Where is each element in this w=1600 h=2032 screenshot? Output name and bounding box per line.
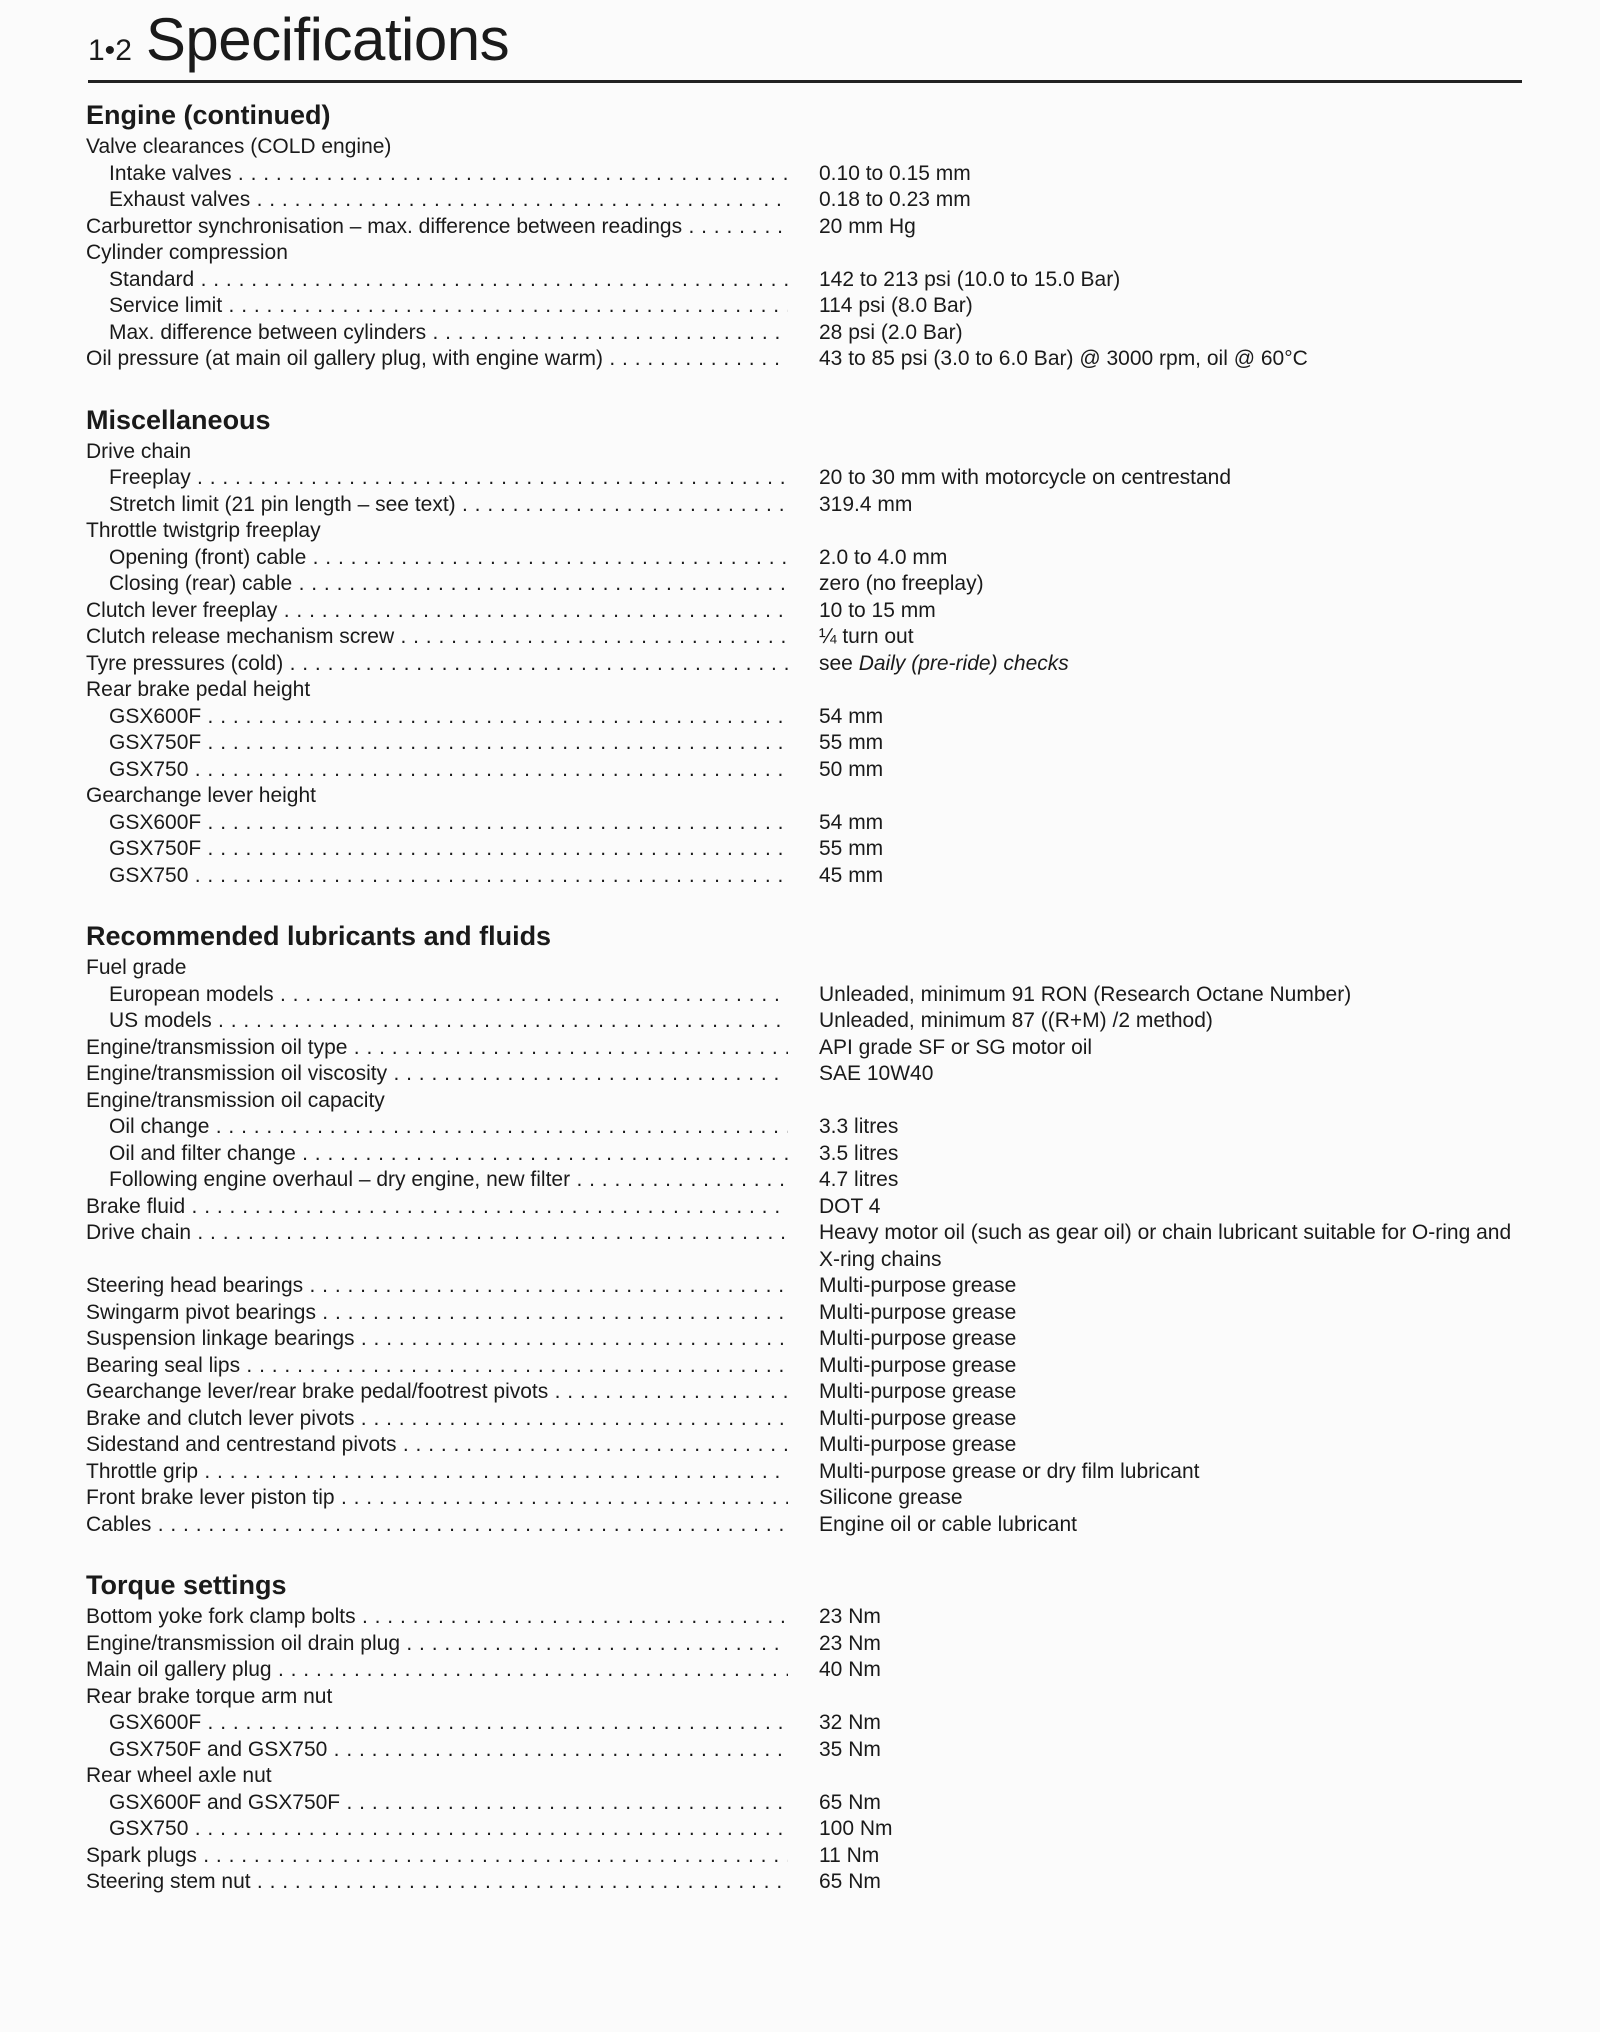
spec-value-text: Multi-purpose grease — [819, 1300, 1017, 1324]
spec-row — [86, 1326, 1526, 1353]
spec-label: Stretch limit (21 pin length – see text) . . . — [109, 492, 788, 519]
spec-value — [819, 161, 1529, 188]
spec-value-text: 11 Nm — [819, 1843, 880, 1867]
spec-row — [86, 1432, 1526, 1459]
spec-value — [819, 982, 1529, 1009]
spec-value-text: ¼ turn out — [819, 625, 914, 648]
spec-value-text: zero (no freeplay) — [819, 572, 984, 595]
spec-row — [86, 624, 1526, 651]
spec-row — [86, 1353, 1526, 1380]
spec-row — [86, 465, 1526, 492]
spec-value — [819, 1008, 1529, 1035]
spec-value-text: Multi-purpose grease — [819, 1406, 1017, 1430]
spec-row — [86, 1737, 1526, 1764]
spec-value — [819, 1167, 1529, 1194]
spec-value — [819, 1326, 1529, 1353]
spec-value — [819, 492, 1529, 519]
spec-label: GSX750F and GSX750 . . . — [109, 1737, 788, 1764]
spec-value-text: Engine oil or cable lubricant — [819, 1512, 1077, 1536]
spec-label: Suspension linkage bearings . . . — [86, 1326, 788, 1353]
spec-row — [86, 1604, 1526, 1631]
spec-value — [819, 1141, 1529, 1168]
spec-label: Engine/transmission oil type . . . — [86, 1035, 788, 1062]
spec-label: Throttle twistgrip freeplay — [86, 519, 321, 542]
spec-value — [819, 704, 1529, 731]
spec-label: GSX750 . . . — [109, 757, 788, 784]
spec-value-text: 20 mm Hg — [819, 214, 916, 238]
spec-value-text: 55 mm — [819, 731, 884, 754]
page-header — [88, 6, 1522, 83]
spec-row — [86, 1273, 1526, 1300]
spec-label: Oil change . . . — [109, 1114, 788, 1141]
spec-label: Engine/transmission oil viscosity . . . — [86, 1061, 788, 1088]
spec-row — [86, 1061, 1526, 1088]
spec-value-text: 65 Nm — [819, 1790, 881, 1814]
spec-value-text: 50 mm — [819, 757, 884, 781]
section-title: Engine (continued) — [86, 100, 331, 130]
spec-value — [819, 836, 1529, 863]
spec-label: Rear brake pedal height — [86, 678, 311, 701]
spec-value — [819, 267, 1529, 294]
spec-label: Closing (rear) cable . . . — [109, 571, 788, 598]
spec-value-text: Multi-purpose grease — [819, 1274, 1017, 1297]
spec-label: Spark plugs . . . — [86, 1843, 788, 1870]
spec-row — [86, 1194, 1526, 1221]
spec-value-text: 2.0 to 4.0 mm — [819, 545, 948, 569]
spec-group-heading — [86, 240, 1526, 267]
spec-value — [819, 624, 1529, 651]
spec-value-text: 54 mm — [819, 704, 884, 728]
section-miscellaneous — [86, 401, 1526, 890]
spec-label: European models . . . — [109, 982, 788, 1009]
spec-value — [819, 651, 1529, 678]
spec-value-text: Multi-purpose grease — [819, 1380, 1017, 1403]
spec-label: Carburettor synchronisation – max. difference between readings . . . — [86, 214, 788, 241]
spec-label: Engine/transmission oil drain plug . . . — [86, 1631, 788, 1658]
spec-value — [819, 1194, 1529, 1221]
spec-label: GSX600F . . . — [109, 1710, 788, 1737]
spec-value-text: 23 Nm — [819, 1605, 881, 1628]
spec-label: Fuel grade — [86, 956, 187, 979]
spec-value-text: 20 to 30 mm with motorcycle on centrestand — [819, 466, 1232, 489]
spec-value — [819, 1869, 1529, 1896]
spec-value — [819, 863, 1529, 890]
spec-label: Max. difference between cylinders . . . — [109, 320, 788, 347]
spec-value — [819, 1379, 1529, 1406]
spec-value — [819, 545, 1529, 572]
spec-label: Clutch release mechanism screw . . . — [86, 624, 788, 651]
spec-row — [86, 1512, 1526, 1539]
spec-label: Service limit . . . — [109, 293, 788, 320]
section-title: Miscellaneous — [86, 404, 271, 435]
spec-label: Following engine overhaul – dry engine, new filter . . . — [109, 1167, 788, 1194]
spec-row — [86, 1631, 1526, 1658]
spec-value-text: 319.4 mm — [819, 492, 913, 516]
spec-value-text: Multi-purpose grease or dry film lubricant — [819, 1459, 1200, 1483]
spec-value — [819, 1604, 1529, 1631]
spec-content — [86, 96, 1526, 1924]
spec-value-text: DOT 4 — [819, 1194, 881, 1218]
spec-label: Steering stem nut . . . — [86, 1869, 788, 1896]
spec-label: GSX750F . . . — [109, 836, 788, 863]
spec-row — [86, 730, 1526, 757]
spec-label: Front brake lever piston tip . . . — [86, 1485, 788, 1512]
spec-label: Brake fluid . . . — [86, 1194, 788, 1221]
spec-value — [819, 1485, 1529, 1512]
spec-value-text: 54 mm — [819, 810, 884, 834]
spec-group-heading — [86, 439, 1526, 466]
section-title: Torque settings — [86, 1570, 287, 1600]
spec-label: Cylinder compression — [86, 241, 288, 264]
spec-row — [86, 1379, 1526, 1406]
spec-value-text: 0.18 to 0.23 mm — [819, 188, 971, 211]
spec-value-text: 40 Nm — [819, 1658, 881, 1681]
spec-label: Oil and filter change . . . — [109, 1141, 788, 1168]
spec-value — [819, 293, 1529, 320]
spec-label: Gearchange lever/rear brake pedal/footrest pivots . . . — [86, 1379, 788, 1406]
section-recommended-lubricants-and-fluids — [86, 917, 1526, 1538]
spec-value-text: API grade SF or SG motor oil — [819, 1035, 1093, 1059]
spec-value — [819, 757, 1529, 784]
spec-value — [819, 1657, 1529, 1684]
spec-row — [86, 545, 1526, 572]
spec-label: GSX600F and GSX750F . . . — [109, 1790, 788, 1817]
spec-row — [86, 704, 1526, 731]
spec-label: Drive chain . . . — [86, 1220, 788, 1247]
spec-row — [86, 1816, 1526, 1843]
spec-value-text: 114 psi (8.0 Bar) — [819, 294, 973, 317]
spec-value — [819, 346, 1529, 373]
spec-row — [86, 1459, 1526, 1486]
spec-value — [819, 1843, 1529, 1870]
spec-row — [86, 836, 1526, 863]
spec-group-heading — [86, 677, 1526, 704]
spec-value — [819, 1061, 1529, 1088]
spec-label: Cables . . . — [86, 1512, 788, 1539]
spec-value — [819, 1790, 1529, 1817]
spec-row — [86, 1035, 1526, 1062]
spec-value-text: 10 to 15 mm — [819, 598, 936, 622]
spec-label: Freeplay . . . — [109, 465, 788, 492]
spec-label: Rear brake torque arm nut — [86, 1684, 333, 1708]
spec-value — [819, 1406, 1529, 1433]
spec-value-text: 35 Nm — [819, 1737, 881, 1761]
spec-value — [819, 571, 1529, 598]
spec-label: Gearchange lever height — [86, 784, 316, 807]
page-title: Specifications — [145, 6, 510, 73]
spec-label: Opening (front) cable . . . — [109, 545, 788, 572]
spec-row — [86, 1167, 1526, 1194]
spec-value-text: 142 to 213 psi (10.0 to 15.0 Bar) — [819, 267, 1121, 291]
spec-row — [86, 1406, 1526, 1433]
spec-group-heading — [86, 955, 1526, 982]
spec-value-text: Multi-purpose grease — [819, 1327, 1017, 1350]
spec-row — [86, 1710, 1526, 1737]
spec-value — [819, 598, 1529, 625]
spec-value-text: Heavy motor oil (such as gear oil) or chain lubricant suitable for O-ring and X-ring chains — [819, 1221, 1512, 1271]
spec-label: GSX750 . . . — [109, 863, 788, 890]
spec-label: Steering head bearings . . . — [86, 1273, 788, 1300]
spec-label: Drive chain — [86, 439, 192, 463]
spec-value — [819, 465, 1529, 492]
spec-label: GSX600F . . . — [109, 704, 788, 731]
spec-row — [86, 187, 1526, 214]
section-title: Recommended lubricants and fluids — [86, 921, 552, 951]
spec-value — [819, 810, 1529, 837]
spec-row — [86, 214, 1526, 241]
spec-label: Bottom yoke fork clamp bolts . . . — [86, 1604, 788, 1631]
spec-label: Throttle grip . . . — [86, 1459, 788, 1486]
spec-value-text: 3.5 litres — [819, 1141, 899, 1165]
spec-value — [819, 320, 1529, 347]
spec-value — [819, 1459, 1529, 1486]
spec-value — [819, 1737, 1529, 1764]
spec-value — [819, 214, 1529, 241]
spec-value-text: 45 mm — [819, 863, 884, 887]
spec-label: US models . . . — [109, 1008, 788, 1035]
spec-row — [86, 1843, 1526, 1870]
spec-value-text: 43 to 85 psi (3.0 to 6.0 Bar) @ 3000 rpm, oil @ 60°C — [819, 347, 1308, 370]
spec-row — [86, 651, 1526, 678]
spec-row — [86, 810, 1526, 837]
spec-label: Clutch lever freeplay . . . — [86, 598, 788, 625]
section-engine-continued — [86, 96, 1526, 373]
spec-value-text: Unleaded, minimum 87 ((R+M) /2 method) — [819, 1009, 1213, 1032]
spec-value — [819, 1273, 1529, 1300]
spec-label: GSX600F . . . — [109, 810, 788, 837]
spec-row — [86, 1300, 1526, 1327]
spec-value-text: 32 Nm — [819, 1711, 881, 1734]
spec-label: Valve clearances (COLD engine) — [86, 135, 392, 158]
spec-value-text: 0.10 to 0.15 mm — [819, 161, 971, 185]
spec-value-text: Multi-purpose grease — [819, 1353, 1017, 1377]
spec-label: Main oil gallery plug . . . — [86, 1657, 788, 1684]
spec-value — [819, 1035, 1529, 1062]
spec-row — [86, 863, 1526, 890]
spec-row — [86, 1114, 1526, 1141]
spec-row — [86, 346, 1526, 373]
spec-value-text: Multi-purpose grease — [819, 1433, 1017, 1456]
spec-label: Rear wheel axle nut — [86, 1764, 272, 1787]
spec-group-heading — [86, 783, 1526, 810]
spec-group-heading — [86, 1763, 1526, 1790]
spec-group-heading — [86, 1684, 1526, 1711]
spec-value-text: 28 psi (2.0 Bar) — [819, 320, 963, 344]
spec-value — [819, 1300, 1529, 1327]
spec-label: Tyre pressures (cold) . . . — [86, 651, 788, 678]
spec-value — [819, 1631, 1529, 1658]
spec-label: Sidestand and centrestand pivots . . . — [86, 1432, 788, 1459]
spec-value — [819, 1512, 1529, 1539]
spec-value — [819, 1114, 1529, 1141]
spec-value-text: 65 Nm — [819, 1870, 881, 1893]
spec-label: Oil pressure (at main oil gallery plug, with engine warm) . . . — [86, 346, 788, 373]
spec-label: Brake and clutch lever pivots . . . — [86, 1406, 788, 1433]
spec-label: Intake valves . . . — [109, 161, 788, 188]
spec-row — [86, 757, 1526, 784]
spec-value-text: 4.7 litres — [819, 1168, 899, 1191]
section-torque-settings — [86, 1566, 1526, 1896]
spec-value-text: Unleaded, minimum 91 RON (Research Octane Number) — [819, 982, 1352, 1006]
spec-value-text: 23 Nm — [819, 1631, 881, 1655]
spec-row — [86, 982, 1526, 1009]
spec-group-heading — [86, 518, 1526, 545]
spec-row — [86, 1657, 1526, 1684]
spec-row — [86, 492, 1526, 519]
spec-value — [819, 1710, 1529, 1737]
spec-label: GSX750 . . . — [109, 1816, 788, 1843]
spec-row — [86, 1220, 1526, 1273]
spec-label: Bearing seal lips . . . — [86, 1353, 788, 1380]
spec-value-text: SAE 10W40 — [819, 1062, 934, 1085]
spec-value-italic: Daily (pre-ride) checks — [858, 651, 1069, 675]
spec-row — [86, 267, 1526, 294]
spec-value-text: 3.3 litres — [819, 1115, 899, 1138]
spec-label: GSX750F . . . — [109, 730, 788, 757]
spec-label: Exhaust valves . . . — [109, 187, 788, 214]
spec-row — [86, 161, 1526, 188]
spec-row — [86, 1141, 1526, 1168]
spec-row — [86, 1485, 1526, 1512]
spec-row — [86, 598, 1526, 625]
spec-row — [86, 320, 1526, 347]
spec-value — [819, 187, 1529, 214]
spec-value-text: Silicone grease — [819, 1486, 963, 1509]
spec-value — [819, 1432, 1529, 1459]
spec-row — [86, 571, 1526, 598]
spec-label: Standard . . . — [109, 267, 788, 294]
spec-value — [819, 1816, 1529, 1843]
spec-row — [86, 293, 1526, 320]
spec-group-heading — [86, 134, 1526, 161]
spec-value — [819, 730, 1529, 757]
spec-row — [86, 1008, 1526, 1035]
spec-value-text: 55 mm — [819, 837, 884, 860]
spec-group-heading — [86, 1088, 1526, 1115]
spec-row — [86, 1790, 1526, 1817]
spec-label: Engine/transmission oil capacity — [86, 1088, 385, 1112]
spec-row — [86, 1869, 1526, 1896]
spec-value-text: 100 Nm — [819, 1817, 893, 1840]
spec-label: Swingarm pivot bearings . . . — [86, 1300, 788, 1327]
spec-value — [819, 1353, 1529, 1380]
spec-value-text: see — [819, 651, 853, 675]
page-number: 1•2 — [88, 34, 132, 67]
spec-value — [819, 1220, 1529, 1273]
